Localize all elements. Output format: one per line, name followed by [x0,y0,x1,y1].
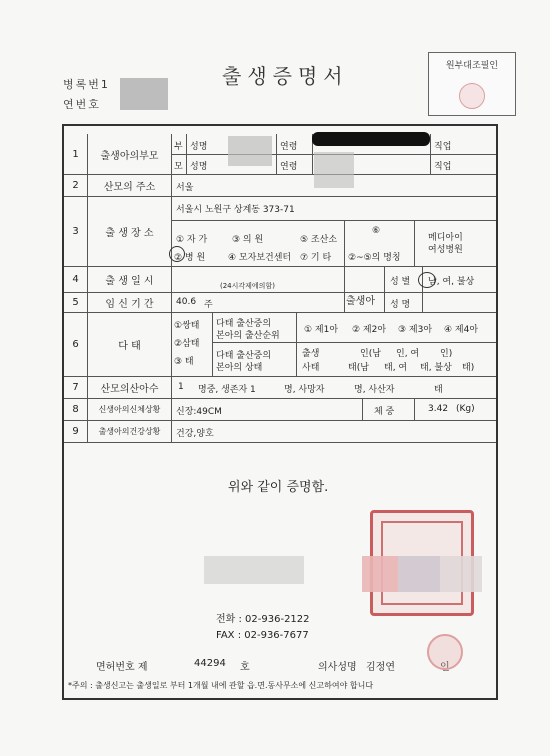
mother-address-value: 서울 [176,183,194,193]
status-label-1: 다태 출산중의 [216,351,272,361]
doctor-seal-icon [427,634,463,670]
stillbirth-male: 태(남 [348,363,369,373]
fax-number: FAX : 02-936-7677 [216,630,309,641]
verification-stamp-box [428,52,516,116]
row-number: 1 [64,134,88,174]
mother-age-label: 연령 [280,162,298,172]
stamp-seal-icon [459,83,485,109]
option-home: ① 자 가 [176,235,208,245]
height-value: 신장:49CM [176,407,222,417]
status-label-2: 본아의 상태 [216,363,263,373]
license-suffix: 호 [240,662,250,673]
newborn-name-label: 성 명 [390,300,411,310]
father-job-label: 직업 [434,142,452,152]
live-birth-label: 출생 [302,349,320,359]
row-heading: 출생아의건강상황 [88,420,172,442]
live-birth-male: 인(남 [360,349,381,359]
row-heading: 다 태 [88,312,172,376]
triplets-option: ②삼태 [174,339,200,349]
row-health-condition [64,420,496,443]
row-number: 7 [64,376,88,398]
surviving-children: 명중, 생존자 1 [198,385,256,395]
doctor-name: 김정연 [366,662,395,673]
stillbirth-unknown: 태, 불상 [420,363,452,373]
newborn-label: 출생아 [346,296,375,307]
gestation-unit: 주 [204,300,213,310]
order-third: ③ 제3아 [398,325,433,335]
redacted-block [204,556,304,584]
mother-label: 모 [174,162,183,172]
hospital-name-line2: 여성병원 [428,245,463,255]
row-number: 8 [64,398,88,420]
row-number: 6 [64,312,88,376]
stillborn-unit: 태 [434,385,443,395]
father-name-label: 성명 [190,142,208,152]
option-maternal-center: ④ 모자보건센터 [228,253,292,263]
birth-order-label-2: 본아의 출산순위 [216,331,280,341]
stillbirth-female: 태, 여 [384,363,408,373]
doctor-name-label: 의사성명 [318,662,357,673]
registration-number-label: 병록번1 [63,78,110,91]
row-number: 5 [64,292,88,312]
row-address [64,174,496,197]
order-second: ② 제2아 [352,325,387,335]
deceased-children: 명, 사망자 [284,385,325,395]
order-fourth: ④ 제4아 [444,325,479,335]
hospital-name-line1: 메디아이 [428,233,463,243]
stillbirth-label: 사태 [302,363,320,373]
row-heading: 출 생 일 시 [88,266,172,292]
filing-notice: *주의 : 출생신고는 출생일로 부터 1개월 내에 관할 읍.면.동사무소에 신고하여야 합니다 [68,681,374,690]
facility-name-label: ②~⑤의 명칭 [348,253,401,263]
weight-unit: (Kg) [456,404,475,414]
certification-statement: 위와 같이 증명함. [228,480,329,495]
option-hospital: ② 병 원 [174,253,206,263]
row-mother-births [64,376,496,399]
row-heading: 산모의 주소 [88,174,172,196]
redacted-id [312,132,430,146]
father-label: 부 [174,142,183,152]
mother-job-label: 직업 [434,162,452,172]
weight-label: 체 중 [374,407,395,417]
row-number: 2 [64,174,88,196]
order-first: ① 제1아 [304,325,339,335]
seal-mark: 인 [440,662,450,673]
row-multiple-birth [64,312,496,377]
other-multiple-option: ③ 태 [174,357,194,367]
selected-male-circle [418,272,436,288]
row-number: 3 [64,196,88,266]
gestation-weeks: 40.6 [176,297,197,307]
sex-options: 남, 여, 불상 [428,277,475,287]
row-heading: 임 신 기 간 [88,292,172,312]
row-heading: 신생아의신체상황 [88,398,172,420]
license-label: 면허번호 제 [96,662,148,673]
row-gestation [64,292,496,313]
total-children: 1 [178,382,184,392]
father-age-label: 연령 [280,142,298,152]
health-value: 건강,양호 [176,429,214,439]
license-number: 44294 [194,658,226,669]
row-birthplace [64,196,496,267]
redacted-name [228,136,272,166]
sex-label: 성 별 [390,277,411,287]
option-clinic: ③ 의 원 [232,235,264,245]
live-birth-close: 인) [440,349,453,359]
stamp-box-label: 원부대조필인 [445,61,499,71]
option-other: ⑦ 기 타 [300,253,332,263]
phone-number: 전화 : 02-936-2122 [216,614,310,625]
row-number: 4 [64,266,88,292]
selected-hospital-circle [169,246,185,262]
row-physical-condition [64,398,496,421]
birth-order-label-1: 다태 출산중의 [216,319,272,329]
stillborn-children: 명, 사산자 [354,385,395,395]
row-number: 9 [64,420,88,442]
time-format-note: (24시각제에의함) [220,282,275,290]
serial-number-label: 연번호 [63,98,101,111]
row-heading: 출 생 장 소 [88,196,172,266]
weight-value: 3.42 [428,404,449,414]
document-title: 출생증명서 [222,64,349,88]
redacted-block [120,78,168,110]
mother-name-label: 성명 [190,162,208,172]
option-six: ⑥ [372,226,381,236]
birthplace-address: 서울시 노원구 상계동 373-71 [176,205,295,215]
stillbirth-close: 태) [462,363,475,373]
row-heading: 산모의산아수 [88,376,172,398]
live-birth-female: 인, 여 [396,349,420,359]
row-heading: 출생아의부모 [88,134,172,174]
option-midwife: ⑤ 조산소 [300,235,338,245]
twins-option: ①쌍태 [174,321,200,331]
redacted-block [362,556,482,592]
row-parents [64,134,496,175]
